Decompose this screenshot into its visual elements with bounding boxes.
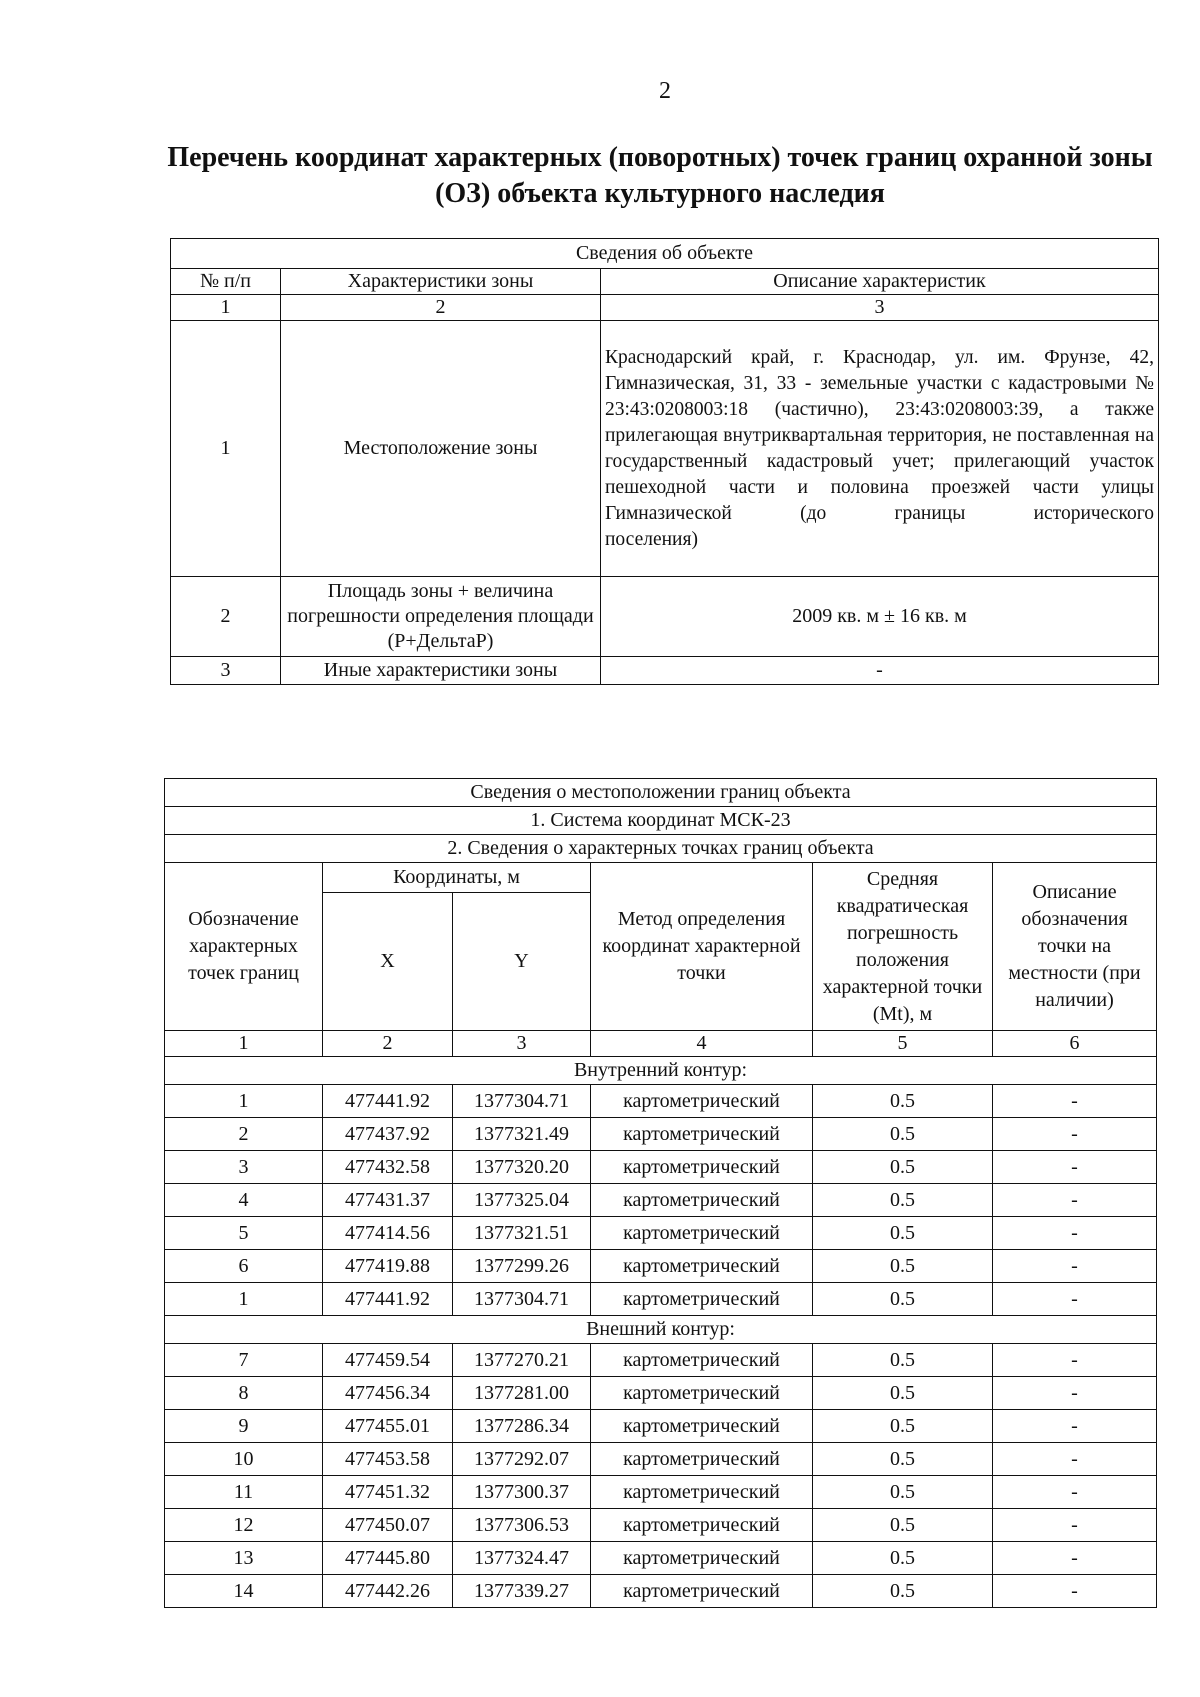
coord-y: 1377304.71 (453, 1085, 591, 1118)
method: картометрический (591, 1542, 813, 1575)
col-index: 2 (323, 1031, 453, 1057)
col-index: 4 (591, 1031, 813, 1057)
table-row (165, 1542, 1157, 1575)
method: картометрический (591, 1217, 813, 1250)
coord-y: 1377292.07 (453, 1443, 591, 1476)
table-row (165, 1184, 1157, 1217)
mt-value: 0.5 (813, 1184, 993, 1217)
point-description: - (993, 1344, 1157, 1377)
point-description: - (993, 1509, 1157, 1542)
location-section-title: Сведения о местоположении границ объекта (165, 779, 1157, 807)
table-row (165, 1476, 1157, 1509)
info-row-num: 3 (171, 657, 281, 685)
coord-y: 1377304.71 (453, 1283, 591, 1316)
table-row (165, 1151, 1157, 1184)
table-row (165, 1217, 1157, 1250)
info-row-value: - (601, 657, 1159, 685)
method: картометрический (591, 1443, 813, 1476)
inner-contour-title: Внутренний контур: (165, 1057, 1157, 1085)
info-row-name: Иные характеристики зоны (281, 657, 601, 685)
info-row-name: Местоположение зоны (281, 321, 601, 577)
coord-x: 477459.54 (323, 1344, 453, 1377)
coord-y: 1377325.04 (453, 1184, 591, 1217)
coord-y: 1377300.37 (453, 1476, 591, 1509)
method: картометрический (591, 1250, 813, 1283)
coord-y: 1377324.47 (453, 1542, 591, 1575)
col-index: 3 (601, 295, 1159, 321)
info-row-num: 2 (171, 577, 281, 657)
point-description: - (993, 1217, 1157, 1250)
point-description: - (993, 1443, 1157, 1476)
outer-contour-title: Внешний контур: (165, 1316, 1157, 1344)
mt-value: 0.5 (813, 1250, 993, 1283)
table-row (165, 1410, 1157, 1443)
mt-value: 0.5 (813, 1377, 993, 1410)
point-description: - (993, 1377, 1157, 1410)
point-number: 2 (165, 1118, 323, 1151)
mt-value: 0.5 (813, 1085, 993, 1118)
mt-value: 0.5 (813, 1410, 993, 1443)
point-description: - (993, 1250, 1157, 1283)
method: картометрический (591, 1151, 813, 1184)
table-row (165, 1344, 1157, 1377)
point-number: 13 (165, 1542, 323, 1575)
coord-y: 1377281.00 (453, 1377, 591, 1410)
coord-y: 1377286.34 (453, 1410, 591, 1443)
coord-x: 477414.56 (323, 1217, 453, 1250)
method-header: Метод определения координат характерной точки (591, 863, 813, 1031)
mt-value: 0.5 (813, 1542, 993, 1575)
mt-value: 0.5 (813, 1118, 993, 1151)
table-row (165, 1377, 1157, 1410)
object-info-section-title: Сведения об объекте (171, 239, 1159, 269)
col-index: 1 (171, 295, 281, 321)
point-number: 1 (165, 1085, 323, 1118)
table-row (165, 1085, 1157, 1118)
mt-value: 0.5 (813, 1217, 993, 1250)
coord-x: 477441.92 (323, 1283, 453, 1316)
point-description: - (993, 1151, 1157, 1184)
table-row (165, 1443, 1157, 1476)
table-row (165, 1118, 1157, 1151)
coord-y: 1377299.26 (453, 1250, 591, 1283)
method: картометрический (591, 1410, 813, 1443)
coord-x: 477437.92 (323, 1118, 453, 1151)
coord-x: 477431.37 (323, 1184, 453, 1217)
coord-y: 1377339.27 (453, 1575, 591, 1608)
location-description: Краснодарский край, г. Краснодар, ул. им. Фрунзе, 42, Гимназическая, 31, 33 - земельные участки с кадастровыми № 23:43:0208003:18 (частично), 23:43:0208003:39, а также прилегающая внутриквартальная территория, не поставленная на государственный кадастровый учет; прилегающий участок пешеходной части и половина проезжей части улицы Гимназической (до границы исторического (605, 346, 1154, 524)
method: картометрический (591, 1085, 813, 1118)
mt-value: 0.5 (813, 1344, 993, 1377)
y-header: Y (453, 893, 591, 1031)
object-info-table (170, 238, 1159, 685)
point-number: 11 (165, 1476, 323, 1509)
mt-value: 0.5 (813, 1283, 993, 1316)
method: картометрический (591, 1377, 813, 1410)
coord-x: 477442.26 (323, 1575, 453, 1608)
coord-y: 1377270.21 (453, 1344, 591, 1377)
method: картометрический (591, 1118, 813, 1151)
coord-x: 477453.58 (323, 1443, 453, 1476)
point-number: 12 (165, 1509, 323, 1542)
point-number: 1 (165, 1283, 323, 1316)
coord-y: 1377320.20 (453, 1151, 591, 1184)
point-number: 10 (165, 1443, 323, 1476)
table-row (165, 1575, 1157, 1608)
location-description-end: поселения) (605, 528, 698, 550)
coord-x: 477455.01 (323, 1410, 453, 1443)
point-description: - (993, 1118, 1157, 1151)
point-number: 8 (165, 1377, 323, 1410)
point-number: 14 (165, 1575, 323, 1608)
method: картометрический (591, 1344, 813, 1377)
coord-x: 477432.58 (323, 1151, 453, 1184)
coordinate-system: 1. Система координат МСК-23 (165, 807, 1157, 835)
mt-value: 0.5 (813, 1575, 993, 1608)
coord-y: 1377306.53 (453, 1509, 591, 1542)
x-header: X (323, 893, 453, 1031)
method: картометрический (591, 1575, 813, 1608)
info-row-name: Площадь зоны + величина погрешности определения площади (Р+ДельтаР) (281, 577, 601, 657)
method: картометрический (591, 1184, 813, 1217)
coord-y: 1377321.49 (453, 1118, 591, 1151)
col-index: 5 (813, 1031, 993, 1057)
coords-header: Координаты, м (323, 863, 591, 893)
method: картометрический (591, 1476, 813, 1509)
point-number: 4 (165, 1184, 323, 1217)
description-header: Описание обозначения точки на местности (при наличии) (993, 863, 1157, 1031)
coord-x: 477441.92 (323, 1085, 453, 1118)
point-description: - (993, 1283, 1157, 1316)
point-description: - (993, 1410, 1157, 1443)
point-header: Обозначение характерных точек границ (165, 863, 323, 1031)
table-row (165, 1283, 1157, 1316)
point-description: - (993, 1085, 1157, 1118)
mt-value: 0.5 (813, 1151, 993, 1184)
coord-x: 477456.34 (323, 1377, 453, 1410)
point-number: 5 (165, 1217, 323, 1250)
col-num-header: № п/п (171, 269, 281, 295)
table-row (165, 1250, 1157, 1283)
points-section-title: 2. Сведения о характерных точках границ объекта (165, 835, 1157, 863)
mt-value: 0.5 (813, 1443, 993, 1476)
boundary-points-table (164, 778, 1157, 1608)
point-description: - (993, 1184, 1157, 1217)
point-number: 9 (165, 1410, 323, 1443)
coord-x: 477445.80 (323, 1542, 453, 1575)
info-row-value: 2009 кв. м ± 16 кв. м (601, 577, 1159, 657)
col-index: 3 (453, 1031, 591, 1057)
mt-value: 0.5 (813, 1509, 993, 1542)
col-desc-header: Описание характеристик (601, 269, 1159, 295)
error-header: Средняя квадратическая погрешность положения характерной точки (Mt), м (813, 863, 993, 1031)
coord-x: 477419.88 (323, 1250, 453, 1283)
info-row-num: 1 (171, 321, 281, 577)
point-description: - (993, 1476, 1157, 1509)
point-number: 3 (165, 1151, 323, 1184)
point-description: - (993, 1542, 1157, 1575)
point-number: 7 (165, 1344, 323, 1377)
method: картометрический (591, 1283, 813, 1316)
page-number: 2 (659, 78, 671, 104)
mt-value: 0.5 (813, 1476, 993, 1509)
document-title: Перечень координат характерных (поворотных) точек границ охранной зоны (ОЗ) объекта культурного наследия (167, 142, 1153, 209)
info-row-value (601, 321, 1159, 577)
coord-x: 477451.32 (323, 1476, 453, 1509)
point-description: - (993, 1575, 1157, 1608)
point-number: 6 (165, 1250, 323, 1283)
col-char-header: Характеристики зоны (281, 269, 601, 295)
col-index: 2 (281, 295, 601, 321)
table-row (165, 1509, 1157, 1542)
col-index: 1 (165, 1031, 323, 1057)
col-index: 6 (993, 1031, 1157, 1057)
coord-x: 477450.07 (323, 1509, 453, 1542)
coord-y: 1377321.51 (453, 1217, 591, 1250)
method: картометрический (591, 1509, 813, 1542)
